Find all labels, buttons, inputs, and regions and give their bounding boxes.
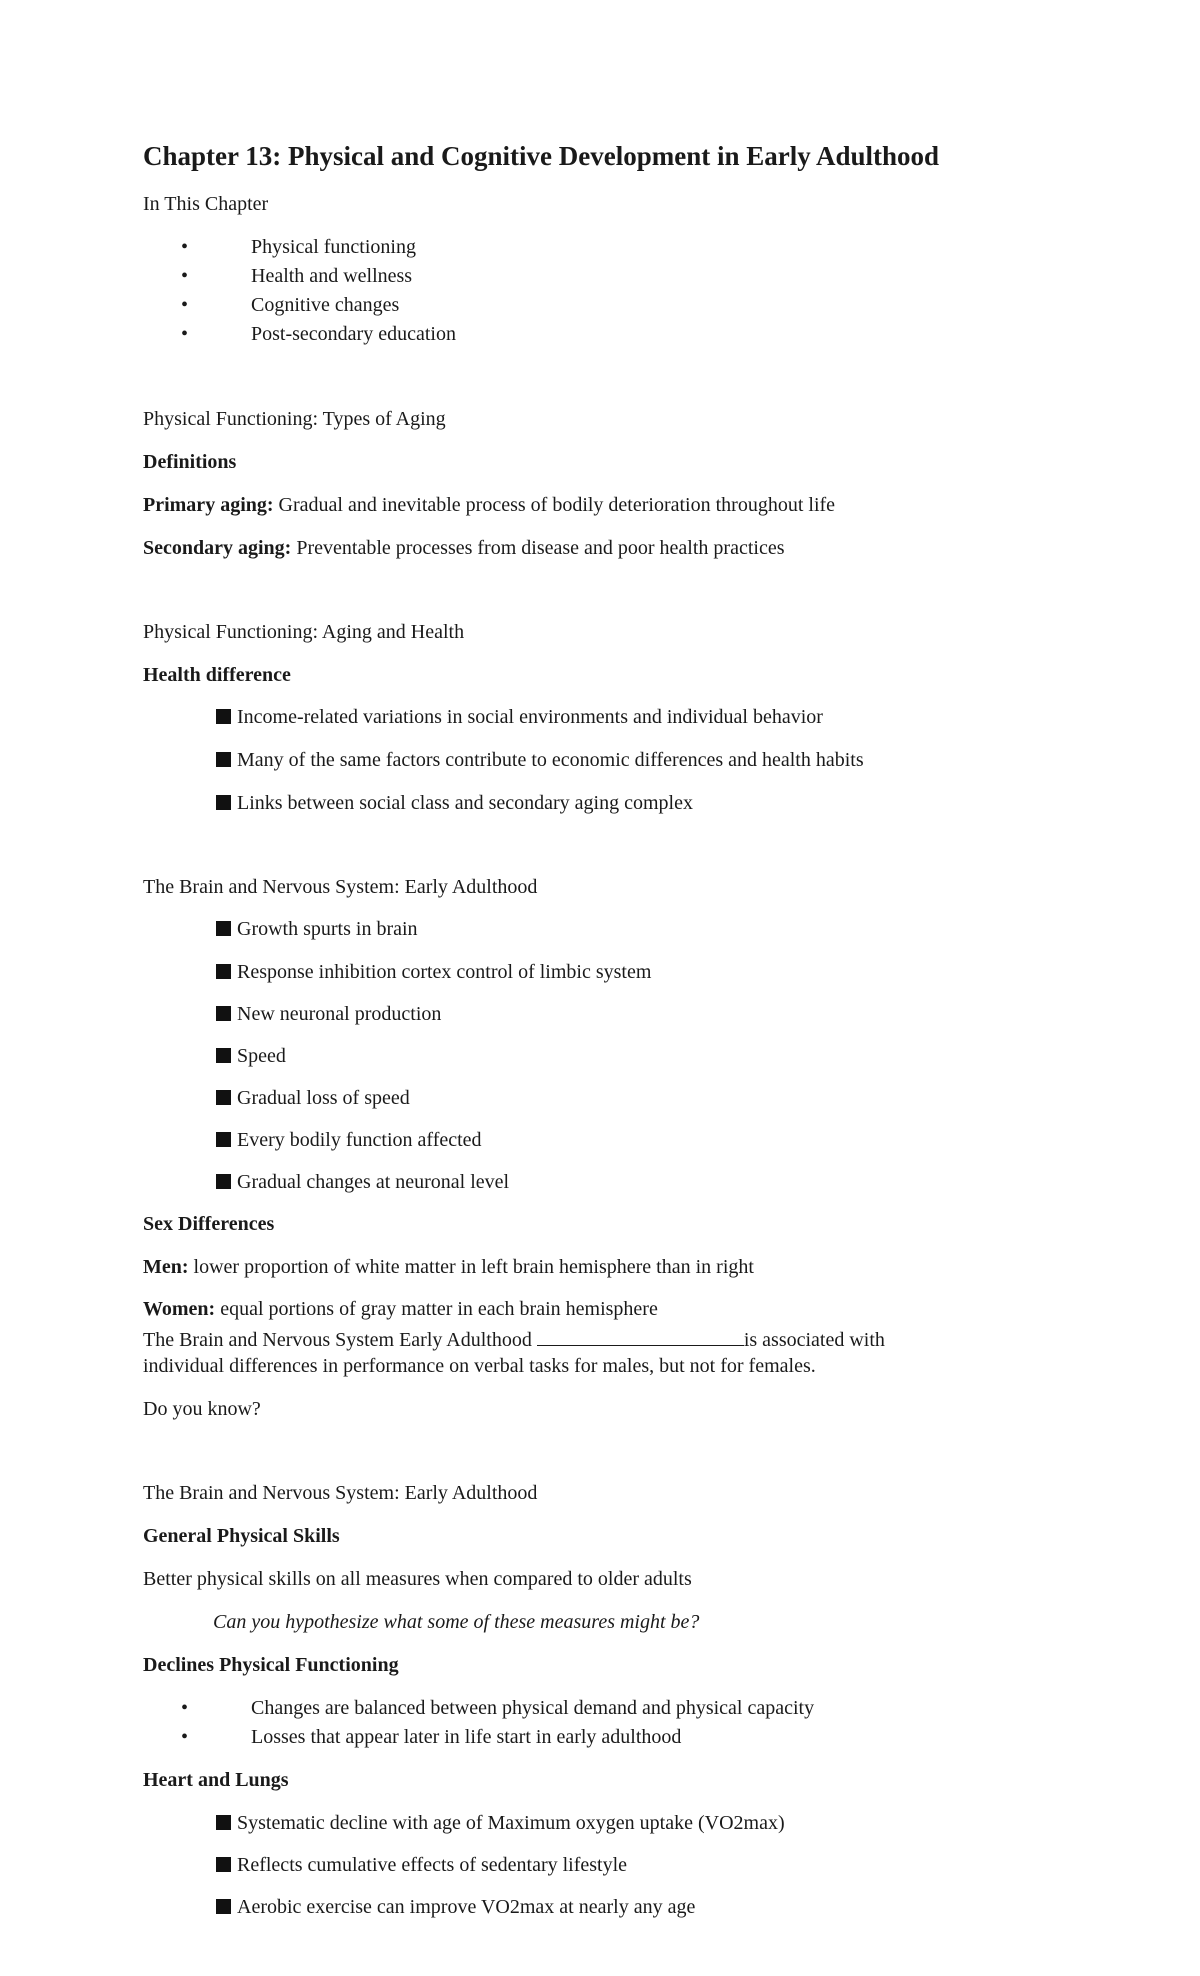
square-bullet-icon xyxy=(216,709,231,724)
list-item: Response inhibition cortex control of limbic system xyxy=(216,961,651,984)
heart-lungs-heading: Heart and Lungs xyxy=(143,1769,289,1791)
square-bullet-icon xyxy=(216,1048,231,1063)
list-item: Systematic decline with age of Maximum oxygen uptake (VO2max) xyxy=(216,1812,785,1835)
list-item: Links between social class and secondary aging complex xyxy=(216,792,693,815)
square-bullet-icon xyxy=(216,1815,231,1830)
list-item: New neuronal production xyxy=(216,1003,441,1026)
list-item: Aerobic exercise can improve VO2max at nearly any age xyxy=(216,1896,695,1919)
general-physical-skills-text: Better physical skills on all measures when compared to older adults xyxy=(143,1568,692,1590)
square-bullet-icon xyxy=(216,1857,231,1872)
square-bullet-icon xyxy=(216,1174,231,1189)
page-title: Chapter 13: Physical and Cognitive Development in Early Adulthood xyxy=(143,141,940,171)
in-this-chapter-heading: In This Chapter xyxy=(143,193,269,215)
square-bullet-icon xyxy=(216,795,231,810)
fill-in-question-continued: individual differences in performance on verbal tasks for males, but not for females. xyxy=(143,1355,816,1377)
list-item: Speed xyxy=(216,1045,286,1068)
list-item: • Post-secondary education xyxy=(181,323,456,345)
section-heading: Physical Functioning: Aging and Health xyxy=(143,621,465,643)
list-item: • Health and wellness xyxy=(181,265,413,287)
list-item: Growth spurts in brain xyxy=(216,918,418,941)
list-item: • Cognitive changes xyxy=(181,294,400,316)
answer-blank xyxy=(537,1327,744,1346)
square-bullet-icon xyxy=(216,964,231,979)
women-definition: Women: equal portions of gray matter in each brain hemisphere xyxy=(143,1298,658,1320)
section-heading: The Brain and Nervous System: Early Adulthood xyxy=(143,876,538,898)
hypothesis-question: Can you hypothesize what some of these measures might be? xyxy=(213,1611,700,1633)
list-item: Gradual loss of speed xyxy=(216,1087,410,1110)
definitions-heading: Definitions xyxy=(143,451,237,473)
list-item: Reflects cumulative effects of sedentary lifestyle xyxy=(216,1854,627,1877)
section-heading: The Brain and Nervous System: Early Adulthood xyxy=(143,1482,538,1504)
general-physical-skills-heading: General Physical Skills xyxy=(143,1525,340,1547)
secondary-aging-definition: Secondary aging: Preventable processes from disease and poor health practices xyxy=(143,537,785,559)
square-bullet-icon xyxy=(216,1090,231,1105)
list-item: Many of the same factors contribute to economic differences and health habits xyxy=(216,749,864,772)
square-bullet-icon xyxy=(216,1899,231,1914)
list-item: • Changes are balanced between physical demand and physical capacity xyxy=(181,1697,815,1719)
sex-differences-heading: Sex Differences xyxy=(143,1213,275,1235)
square-bullet-icon xyxy=(216,1132,231,1147)
list-item: Income-related variations in social environments and individual behavior xyxy=(216,706,823,729)
square-bullet-icon xyxy=(216,752,231,767)
declines-heading: Declines Physical Functioning xyxy=(143,1654,399,1676)
fill-in-question: The Brain and Nervous System Early Adulthood is associated with xyxy=(143,1329,885,1351)
section-heading: Physical Functioning: Types of Aging xyxy=(143,408,446,430)
square-bullet-icon xyxy=(216,921,231,936)
primary-aging-definition: Primary aging: Gradual and inevitable process of bodily deterioration throughout life xyxy=(143,494,836,516)
men-definition: Men: lower proportion of white matter in left brain hemisphere than in right xyxy=(143,1256,754,1278)
list-item: Every bodily function affected xyxy=(216,1129,482,1152)
list-item: • Physical functioning xyxy=(181,236,416,258)
square-bullet-icon xyxy=(216,1006,231,1021)
do-you-know: Do you know? xyxy=(143,1398,261,1420)
health-difference-heading: Health difference xyxy=(143,664,291,686)
list-item: • Losses that appear later in life start in early adulthood xyxy=(181,1726,682,1748)
list-item: Gradual changes at neuronal level xyxy=(216,1171,509,1194)
